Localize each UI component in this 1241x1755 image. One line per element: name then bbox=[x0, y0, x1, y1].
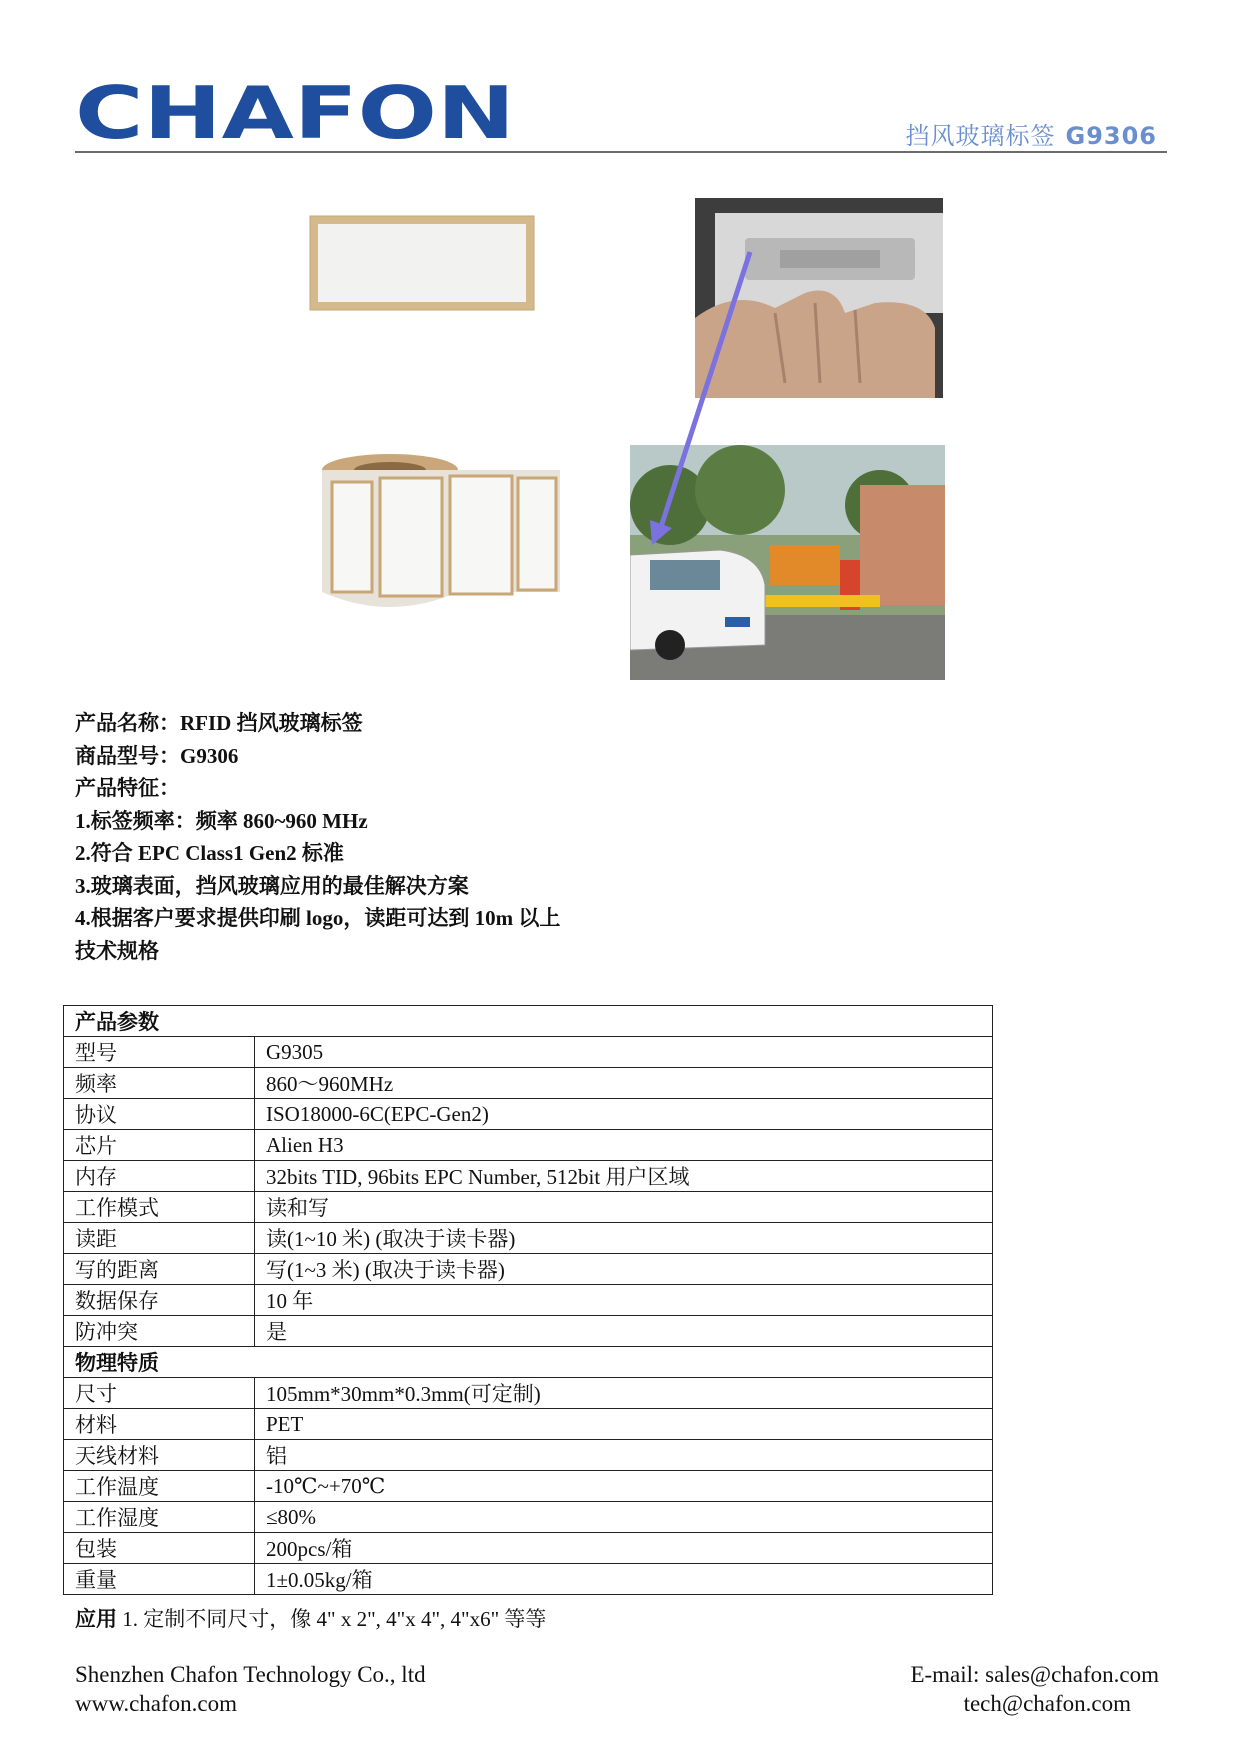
company-name: Shenzhen Chafon Technology Co., ltd bbox=[75, 1662, 426, 1687]
param-name: 防冲突 bbox=[64, 1316, 255, 1347]
param-value: 860～960MHz bbox=[255, 1068, 993, 1099]
param-name: 内存 bbox=[64, 1161, 255, 1192]
table-row bbox=[64, 1161, 993, 1192]
email-tech[interactable]: tech@chafon.com bbox=[963, 1691, 1131, 1716]
param-value: 写(1~3 米) (取决于读卡器) bbox=[255, 1254, 993, 1285]
application-text: 1. 定制不同尺寸，像 4" x 2", 4"x 4", 4"x6" 等等 bbox=[117, 1607, 547, 1631]
param-name: 工作模式 bbox=[64, 1192, 255, 1223]
product-name-line: 产品名称：RFID 挡风玻璃标签 bbox=[75, 711, 363, 735]
param-name: 天线材料 bbox=[64, 1440, 255, 1471]
param-value: 200pcs/箱 bbox=[255, 1533, 993, 1564]
table-row bbox=[64, 1099, 993, 1130]
table-row bbox=[64, 1192, 993, 1223]
table-row bbox=[64, 1502, 993, 1533]
svg-text:CHAFON: CHAFON bbox=[75, 80, 515, 146]
table-row bbox=[64, 1130, 993, 1161]
param-value: ISO18000-6C(EPC-Gen2) bbox=[255, 1099, 993, 1130]
table-row bbox=[64, 1378, 993, 1409]
param-name: 重量 bbox=[64, 1564, 255, 1595]
table-section-row bbox=[64, 1347, 993, 1378]
param-name: 芯片 bbox=[64, 1130, 255, 1161]
table-row bbox=[64, 1533, 993, 1564]
feature-1: 1.标签频率：频率 860~960 MHz bbox=[75, 808, 368, 833]
param-value: 铝 bbox=[255, 1440, 993, 1471]
feature-4: 4.根据客户要求提供印刷 logo，读距可达到 10m 以上 bbox=[75, 906, 561, 930]
table-row bbox=[64, 1564, 993, 1595]
param-name: 频率 bbox=[64, 1068, 255, 1099]
product-intro bbox=[75, 707, 560, 967]
section-heading: 物理特质 bbox=[64, 1347, 993, 1378]
spec-heading: 技术规格 bbox=[75, 938, 159, 963]
table-row bbox=[64, 1223, 993, 1254]
section-heading: 产品参数 bbox=[64, 1006, 993, 1037]
footer-contact bbox=[910, 1660, 1159, 1718]
param-value: 读(1~10 米) (取决于读卡器) bbox=[255, 1223, 993, 1254]
param-name: 数据保存 bbox=[64, 1285, 255, 1316]
param-name: 型号 bbox=[64, 1037, 255, 1068]
param-value: 10 年 bbox=[255, 1285, 993, 1316]
product-model-line: 商品型号：G9306 bbox=[75, 743, 239, 768]
document-title bbox=[906, 116, 1158, 151]
table-section-row bbox=[64, 1006, 993, 1037]
param-value: PET bbox=[255, 1409, 993, 1440]
param-value: 1±0.05kg/箱 bbox=[255, 1564, 993, 1595]
product-photos bbox=[300, 190, 960, 690]
application-label: 应用 bbox=[75, 1607, 117, 1631]
feature-2: 2.符合 EPC Class1 Gen2 标准 bbox=[75, 841, 344, 865]
feature-3: 3.玻璃表面，挡风玻璃应用的最佳解决方案 bbox=[75, 873, 469, 898]
table-row bbox=[64, 1254, 993, 1285]
param-name: 尺寸 bbox=[64, 1378, 255, 1409]
param-name: 工作湿度 bbox=[64, 1502, 255, 1533]
table-row bbox=[64, 1316, 993, 1347]
param-name: 包装 bbox=[64, 1533, 255, 1564]
param-name: 工作温度 bbox=[64, 1471, 255, 1502]
param-value: 32bits TID, 96bits EPC Number, 512bit 用户区域 bbox=[255, 1161, 993, 1192]
footer-company bbox=[75, 1660, 426, 1718]
email-sales[interactable]: E-mail: sales@chafon.com bbox=[910, 1662, 1159, 1687]
features-heading: 产品特征： bbox=[75, 776, 180, 800]
table-row bbox=[64, 1285, 993, 1316]
table-row bbox=[64, 1068, 993, 1099]
param-value: 105mm*30mm*0.3mm(可定制) bbox=[255, 1378, 993, 1409]
param-value: -10℃~+70℃ bbox=[255, 1471, 993, 1502]
param-name: 写的距离 bbox=[64, 1254, 255, 1285]
param-value: ≤80% bbox=[255, 1502, 993, 1533]
spec-table bbox=[63, 1005, 993, 1595]
table-row bbox=[64, 1471, 993, 1502]
param-value: 读和写 bbox=[255, 1192, 993, 1223]
table-row bbox=[64, 1440, 993, 1471]
table-row bbox=[64, 1037, 993, 1068]
arrow-icon bbox=[300, 190, 960, 690]
table-row bbox=[64, 1409, 993, 1440]
param-value: 是 bbox=[255, 1316, 993, 1347]
page-header bbox=[75, 80, 1167, 150]
application-line bbox=[75, 1603, 546, 1633]
param-name: 协议 bbox=[64, 1099, 255, 1130]
param-value: Alien H3 bbox=[255, 1130, 993, 1161]
chafon-logo bbox=[75, 80, 520, 146]
param-value: G9305 bbox=[255, 1037, 993, 1068]
param-name: 材料 bbox=[64, 1409, 255, 1440]
website-link[interactable]: www.chafon.com bbox=[75, 1691, 238, 1716]
title-model: G9306 bbox=[1065, 122, 1157, 150]
title-text: 挡风玻璃标签 bbox=[905, 122, 1056, 150]
header-divider bbox=[75, 151, 1167, 153]
param-name: 读距 bbox=[64, 1223, 255, 1254]
